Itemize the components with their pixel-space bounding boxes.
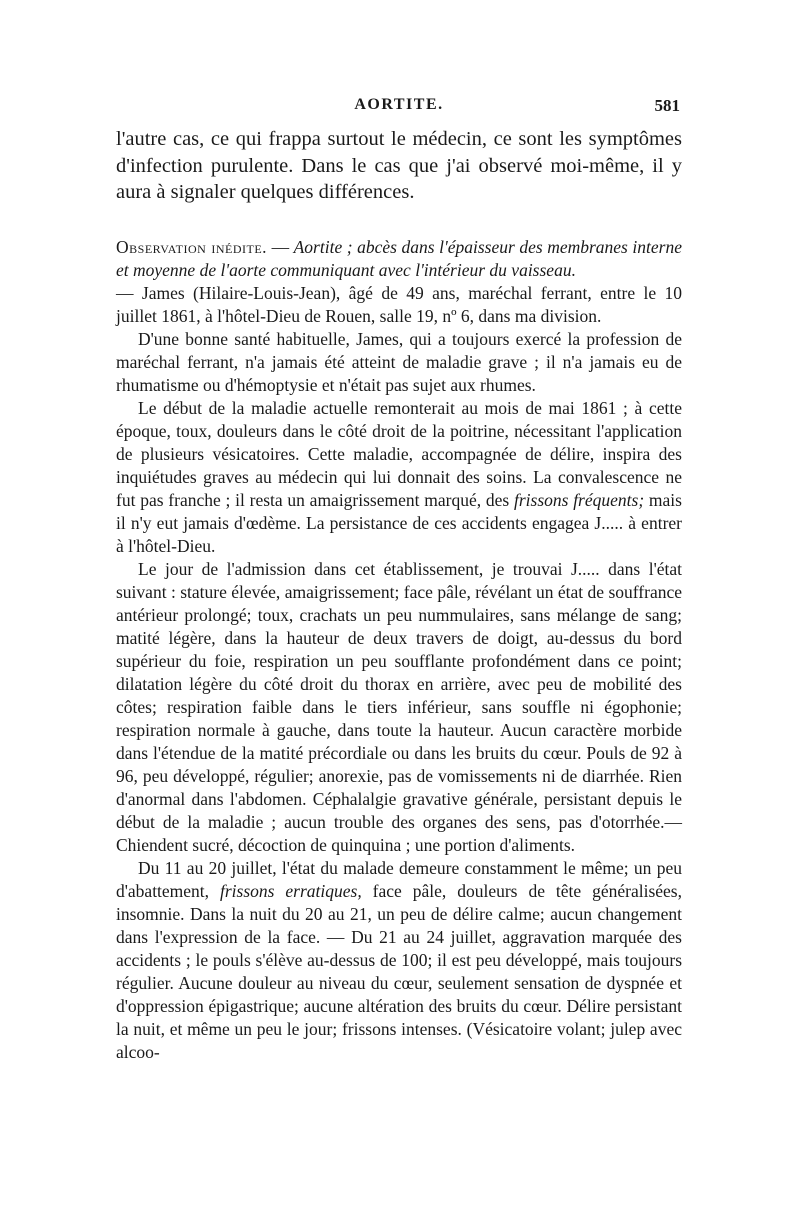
course-italic: frissons erratiques, — [220, 880, 362, 901]
intro-paragraph: l'autre cas, ce qui frappa surtout le médecin, ce sont les symptômes d'infection purulente. Dans le cas que j'ai observé moi-même, il y aura à signaler quelques différences. — [116, 128, 682, 203]
course-text-b: face pâle, douleurs de tête généralisées, insomnie. Dans la nuit du 20 au 21, un peu de délire calme; aucun changement dans l'expression de la face. — Du 21 au 24 juillet, aggravation marquée des accidents ; le pouls s'élève au-dessus de 100; il est peu développé, mais toujours régulier. Aucune douleur au niveau du cœur, seulement sensation de dyspnée et d'oppression épigastrique; aucune altération des bruits du cœur. Délire persistant la nuit, et même un peu le jour; frissons intenses. (Vésicatoire volant; julep avec alcoo- — [116, 880, 682, 1062]
paragraph-history: D'une bonne santé habituelle, James, qui a toujours exercé la profession de maréchal ferrant, n'a jamais été atteint de maladie grave ; il n'a jamais eu de rhumatisme ou d'hémoptysie et n'était pas sujet aux rhumes. — [116, 328, 682, 395]
heading-dash: — — [267, 236, 294, 257]
course-text-a: Du 11 au 20 juillet, l'état du malade demeure constamment le même; un peu d'abattement, — [116, 857, 682, 901]
observation-subject: Aortite ; abcès dans l'épaisseur des membranes interne et moyenne de l'aorte communiquant avec l'intérieur du vaisseau. — [116, 236, 682, 280]
paragraph-admission: Le jour de l'admission dans cet établissement, je trouvai J..... dans l'état suivant : stature élevée, amaigrissement; face pâle, révélant un état de souffrance antérieur prolongé; toux, crachats un peu nummulaires, sans mélange de sang; matité légère, dans la hauteur de deux travers de doigt, au-dessus du bord supérieur du foie, respiration un peu soufflante profondément dans ce point; dilatation légère du côté droit du thorax en arrière, avec peu de mobilité des côtes; respiration faible dans le tiers inférieur, sans souffle ni égophonie; respiration normale à gauche, dans toute la hauteur. Aucun caractère morbide dans l'étendue de la matité précordiale ou dans les bruits du cœur. Pouls de 92 à 96, peu développé, régulier; anorexie, pas de vomissements ni de diarrhée. Rien d'anormal dans l'abdomen. Céphalalgie gravative générale, persistant depuis le début de la maladie ; aucun trouble des organes des sens, pas d'otorrhée.— Chiendent sucré, décoction de quinquina ; une portion d'aliments. — [116, 558, 682, 855]
paragraph-onset — [116, 397, 682, 558]
page-number: 581 — [654, 96, 680, 115]
observation-heading: Observation inédite. — [116, 236, 268, 257]
body-text — [116, 126, 682, 1064]
onset-italic: frissons fréquents; — [513, 489, 645, 510]
paragraph-course — [116, 857, 682, 1064]
paragraph-patient: — James (Hilaire-Louis-Jean), âgé de 49 ans, maréchal ferrant, entre le 10 juillet 1861, à l'hôtel-Dieu de Rouen, salle 19, nº 6, dans ma division. — [116, 282, 682, 326]
onset-text-b: mais il n'y eut jamais d'œdème. La persistance de ces accidents engagea J..... à entrer à l'hôtel-Dieu. — [116, 489, 682, 556]
observation-section — [116, 236, 682, 1064]
running-title: AORTITE. — [354, 96, 444, 113]
observation-title-paragraph — [116, 236, 682, 282]
page-header — [118, 96, 680, 118]
onset-text-a: Le début de la maladie actuelle remonterait au mois de mai 1861 ; à cette époque, toux, douleurs dans le côté droit de la poitrine, nécessitant l'application de plusieurs vésicatoires. Cette maladie, accompagnée de délire, inspira des inquiétudes graves au médecin qui lui donnait des soins. La convalescence ne fut pas franche ; il resta un amaigrissement marqué, des — [116, 397, 682, 510]
